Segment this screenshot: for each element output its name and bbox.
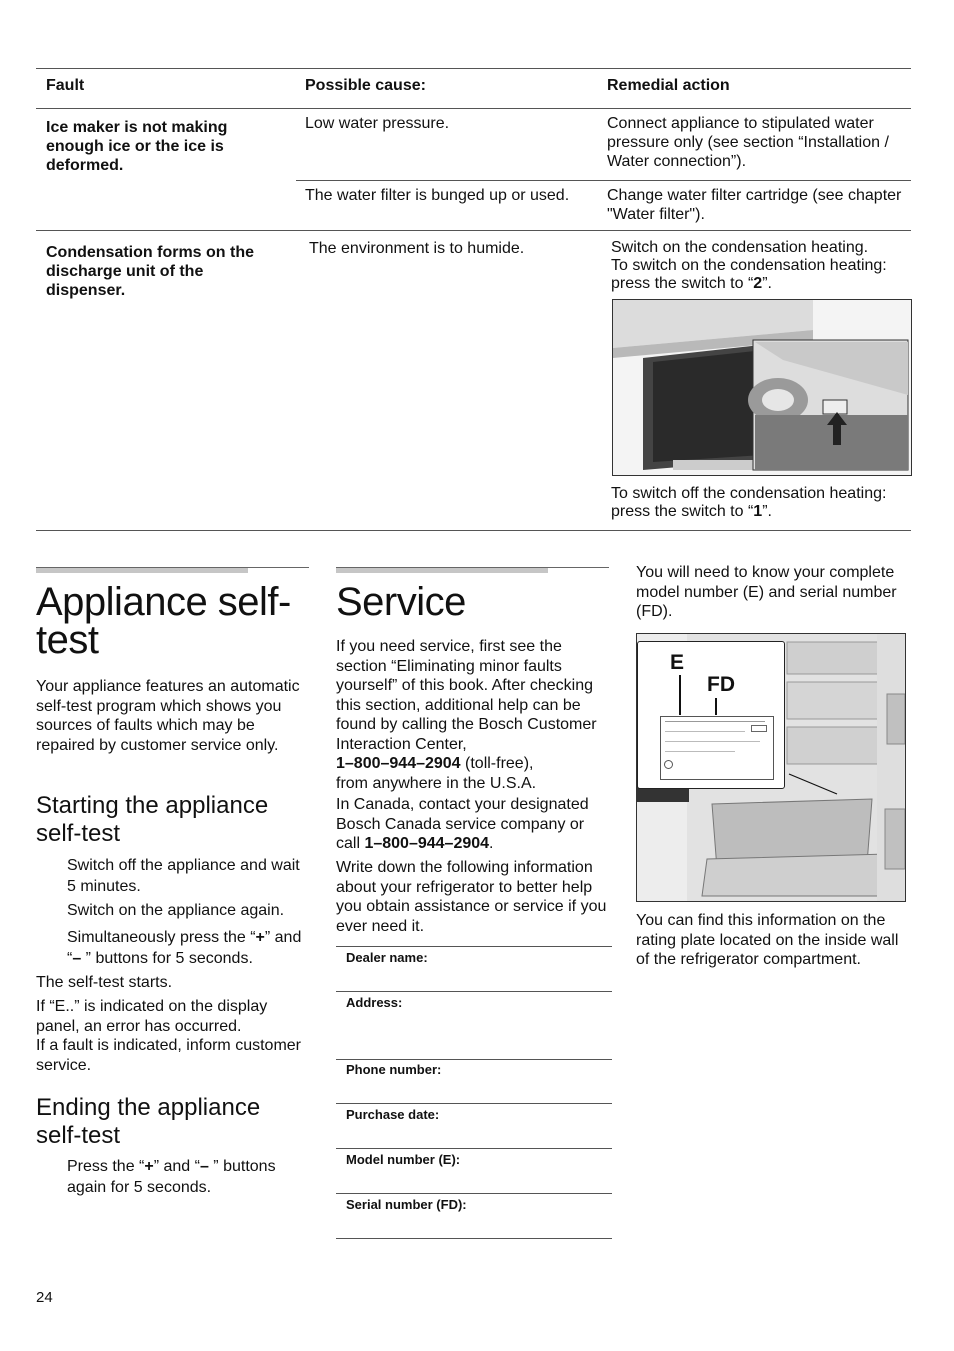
right-outro: You can find this information on the rating plate located on the inside wall of the refrigerator compartment.	[636, 912, 899, 968]
fault-text: If a fault is indicated, inform customer service.	[36, 1037, 301, 1074]
step3-text-b: ” and “	[67, 929, 302, 967]
selftest-title: Appliance self-test	[36, 580, 291, 662]
switch-on-value: 2	[753, 275, 763, 292]
service-tollfree: (toll-free),	[460, 755, 534, 772]
label-e: E	[670, 651, 685, 674]
service-para3: Write down the following information about your refrigerator to better help you obtain assistance or service if you ever need it.	[336, 859, 607, 935]
page-number: 24	[36, 1289, 53, 1306]
section-rule-selftest	[36, 567, 309, 568]
form-phone: Phone number:	[346, 1062, 442, 1077]
action-water-pressure: Connect appliance to stipulated water pressure only (see section “Installation / Water connection”).	[607, 115, 889, 170]
section-rule-service	[336, 567, 609, 568]
action-switch-on	[611, 239, 906, 293]
rating-plate-callout	[637, 641, 785, 789]
step3-text-a: Simultaneously press the “	[67, 929, 256, 946]
service-canada-end: .	[489, 835, 494, 852]
service-para1-text: If you need service, first see the section “Eliminating minor faults yourself” of this book. After checking this section, additional help can be found by calling the Bosch Customer Interaction Center,	[336, 638, 597, 753]
form-purchase-date: Purchase date:	[346, 1107, 440, 1122]
form-serial-number: Serial number (FD):	[346, 1197, 467, 1212]
end-minus-symbol: –	[199, 1158, 209, 1175]
step-switch-on: Switch on the appliance again.	[67, 902, 285, 919]
selftest-intro: Your appliance features an automatic self-test program which shows you sources of faults which may be repaired by customer service only.	[36, 678, 300, 754]
end-text-b: ” and “	[153, 1158, 200, 1175]
header-fault: Fault	[46, 77, 85, 94]
row1-rule	[36, 230, 911, 231]
form-rule-5	[336, 1193, 612, 1194]
table-bottom-rule	[36, 530, 911, 531]
service-usa: from anywhere in the U.S.A.	[336, 774, 537, 792]
selftest-starts: The self-test starts.	[36, 974, 173, 991]
form-dealer-name: Dealer name:	[346, 950, 428, 965]
service-title: Service	[336, 580, 466, 624]
error-text: If “E..” is indicated on the display panel, an error has occurred.	[36, 998, 268, 1035]
form-rule-3	[336, 1103, 612, 1104]
plus-symbol: +	[255, 929, 265, 946]
row1-inner-rule	[296, 180, 911, 181]
plate-line-4	[665, 751, 735, 752]
fault-ice-maker: Ice maker is not making enough ice or the ice is deformed.	[46, 119, 228, 174]
fault-condensation: Condensation forms on the discharge unit of the dispenser.	[46, 244, 254, 299]
end-text-a: Press the “	[67, 1158, 145, 1175]
label-fd: FD	[707, 673, 735, 696]
cause-filter: The water filter is bunged up or used.	[305, 187, 570, 204]
plate-circle	[664, 760, 673, 769]
plate-line-1	[665, 721, 765, 722]
end-instruction	[67, 1156, 312, 1198]
e-pointer	[679, 675, 681, 715]
fd-pointer	[715, 698, 717, 715]
minus-symbol: –	[72, 950, 82, 967]
action-filter: Change water filter cartridge (see chapter "Water filter").	[607, 187, 902, 223]
service-canada-phone: 1–800–944–2904	[364, 835, 490, 852]
form-rule-4	[336, 1148, 612, 1149]
switch-off-value: 1	[753, 503, 763, 520]
cause-humide: The environment is to humide.	[309, 240, 525, 257]
step-switch-off: Switch off the appliance and wait 5 minutes.	[67, 857, 300, 895]
step3-text-c: ” buttons for 5 seconds.	[81, 950, 253, 967]
plate-box	[751, 725, 767, 732]
service-para2	[336, 795, 611, 854]
dispenser-illustration	[613, 300, 911, 475]
table-top-rule	[36, 68, 911, 69]
form-rule-2	[336, 1059, 612, 1060]
switch-on-instruction: To switch on the condensation heating: press the switch to “	[611, 257, 887, 292]
service-canada-text: In Canada, contact your designated Bosch Canada service company or call	[336, 796, 589, 852]
form-address: Address:	[346, 995, 403, 1010]
end-heading: Ending the appliance self-test	[36, 1094, 261, 1149]
form-rule-1	[336, 991, 612, 992]
switch-off-end: ”.	[762, 503, 772, 520]
plate-line-2	[665, 731, 745, 732]
header-cause: Possible cause:	[305, 77, 426, 94]
header-rule	[36, 108, 911, 109]
rating-plate	[660, 716, 774, 780]
end-plus-symbol: +	[144, 1158, 154, 1175]
rating-plate-figure	[636, 633, 906, 902]
dispenser-figure	[612, 299, 912, 476]
header-action: Remedial action	[607, 77, 730, 94]
cause-low-pressure: Low water pressure.	[305, 115, 450, 132]
plate-line-3	[665, 741, 760, 742]
form-model-number: Model number (E):	[346, 1152, 461, 1167]
switch-off-instruction: To switch off the condensation heating: press the switch to “	[611, 485, 887, 520]
action-switch-off	[611, 485, 906, 521]
step-press-buttons	[67, 927, 312, 969]
right-intro: You will need to know your complete model number (E) and serial number (FD).	[636, 564, 897, 620]
form-rule-6	[336, 1238, 612, 1239]
start-heading: Starting the appliance self-test	[36, 792, 269, 847]
end-text-c: ” buttons again for 5 seconds.	[67, 1158, 276, 1196]
service-phone: 1–800–944–2904	[336, 755, 461, 772]
service-para1	[336, 637, 611, 793]
switch-on-end: ”.	[762, 275, 772, 292]
switch-on-text: Switch on the condensation heating.	[611, 239, 869, 256]
form-rule-0	[336, 946, 612, 947]
